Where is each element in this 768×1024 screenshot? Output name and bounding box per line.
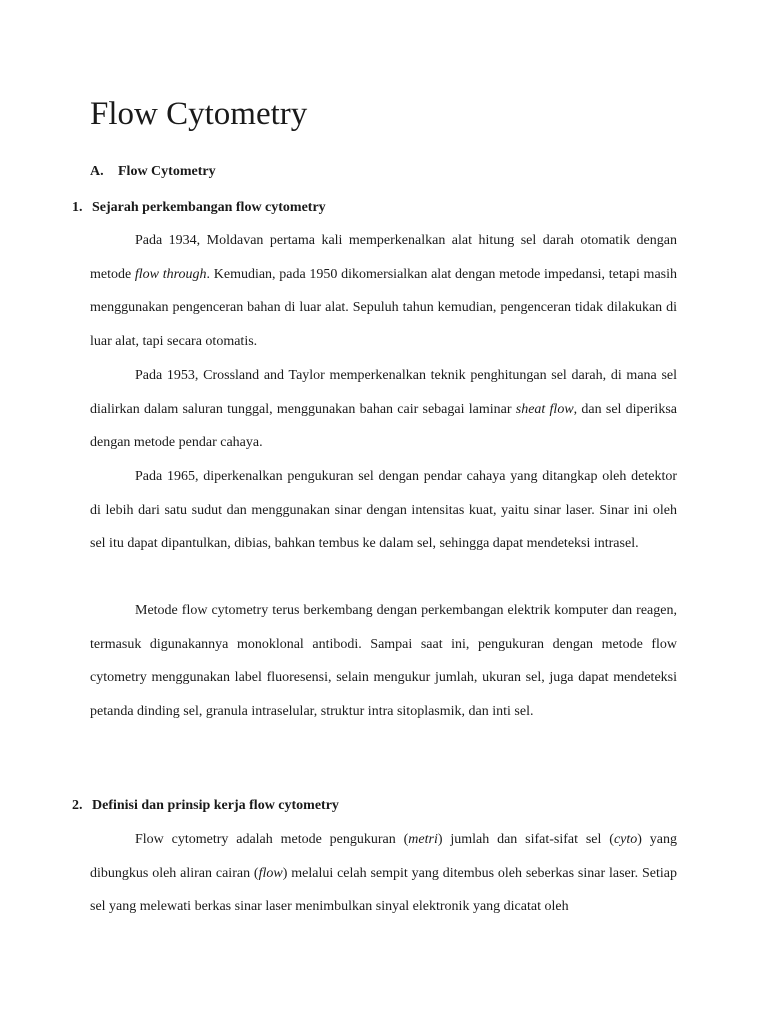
section-1-paragraph-4: Metode flow cytometry terus berkembang dengan perkembangan elektrik komputer dan reagen, termasuk digunakannya monoklonal antibodi. Sampai saat ini, pengukuran dengan metode flow cytometry menggunakan label fluoresensi, selain mengukur jumlah, ukuran sel, juga dapat mendeteksi petanda dinding sel, granula intraselular, struktur intra sitoplasmik, dan inti sel. xyxy=(90,603,677,719)
emphasis-text: cyto xyxy=(613,832,638,847)
section-1-title: Sejarah perkembangan flow cytometry xyxy=(92,200,326,215)
section-a-label: A. xyxy=(90,164,104,179)
section-a-text: Flow Cytometry xyxy=(118,164,216,179)
emphasis-text: flow through xyxy=(134,266,207,282)
paragraph-text: Flow cytometry adalah metode pengukuran ( xyxy=(135,832,409,847)
section-1-paragraph-2 xyxy=(90,359,677,460)
paragraph-text: ) jumlah dan sifat-sifat sel ( xyxy=(437,832,614,847)
emphasis-text: metri xyxy=(408,832,438,847)
section-2-number: 2. xyxy=(72,798,83,813)
document-title: Flow Cytometry xyxy=(90,96,308,132)
paragraph-text: Pada 1953, Crossland and Taylor memperkenalkan teknik penghitungan sel darah, di mana sel dialirkan dalam saluran tunggal, menggunakan bahan cair sebagai laminar xyxy=(90,368,677,417)
section-2-heading xyxy=(72,796,339,816)
section-a-heading xyxy=(90,162,216,182)
section-1-number: 1. xyxy=(72,200,83,215)
section-2-title: Definisi dan prinsip kerja flow cytometry xyxy=(92,798,339,813)
emphasis-text: flow xyxy=(258,865,283,881)
paragraph-text: , dan sel diperiksa dengan metode pendar cahaya. xyxy=(90,401,677,451)
paragraph-text: . Kemudian, pada 1950 dikomersialkan alat dengan metode impedansi, tetapi masih menggunakan pengenceran bahan di luar alat. Sepuluh tahun kemudian, pengenceran tidak dilakukan di luar alat, tapi secara otomatis. xyxy=(90,266,677,349)
section-1-paragraph-1 xyxy=(90,224,677,358)
section-1-paragraph-3: Pada 1965, diperkenalkan pengukuran sel dengan pendar cahaya yang ditangkap oleh detektor di lebih dari satu sudut dan menggunakan sinar dengan intensitas kuat, yaitu sinar laser. Sinar ini oleh sel itu dapat dipantulkan, dibias, bahkan tembus ke dalam sel, sehingga dapat mendeteksi intrasel. xyxy=(90,469,677,552)
emphasis-text: sheat flow xyxy=(515,401,574,417)
paragraph-text: Pada 1934, Moldavan pertama kali memperkenalkan alat hitung sel darah otomatik dengan metode xyxy=(90,233,677,282)
section-1-heading xyxy=(72,198,326,218)
section-2-paragraph-1 xyxy=(90,823,677,924)
paragraph-text: ) yang dibungkus oleh aliran cairan ( xyxy=(90,832,677,881)
paragraph-text: ) melalui celah sempit yang ditembus oleh seberkas sinar laser. Setiap sel yang melewati berkas sinar laser menimbulkan sinyal elektronik yang dicatat oleh xyxy=(90,865,677,915)
